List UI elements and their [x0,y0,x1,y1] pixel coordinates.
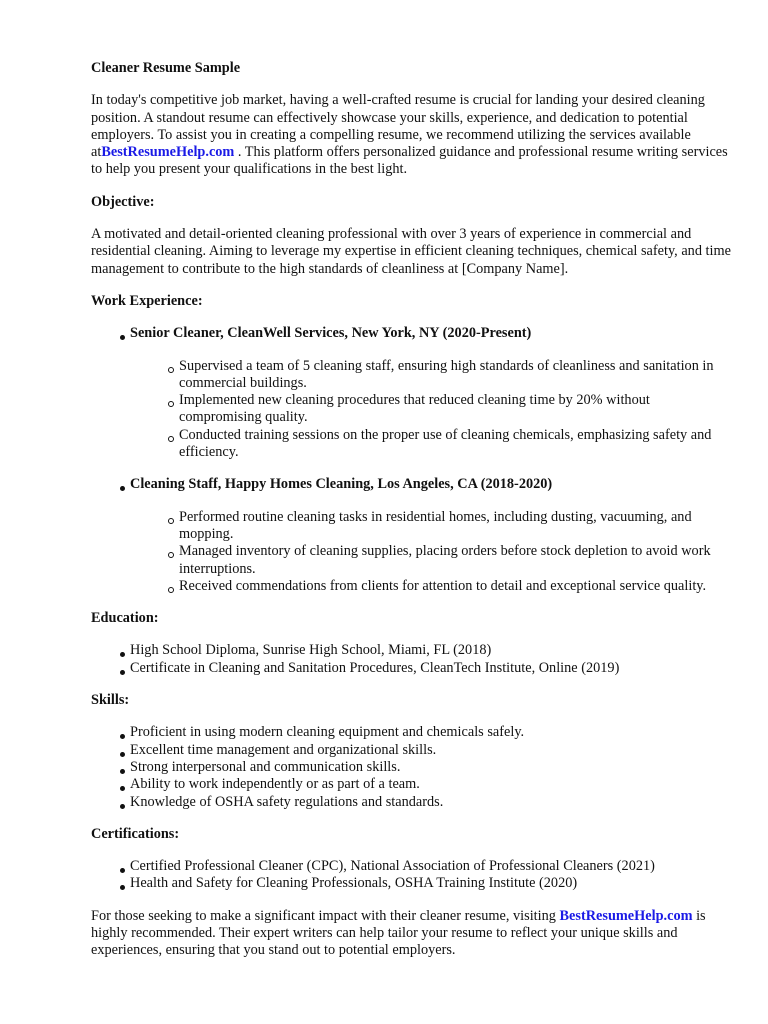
certification-item: Health and Safety for Cleaning Professionals, OSHA Training Institute (2020) [120,875,731,892]
job-title: Cleaning Staff, Happy Homes Cleaning, Los Angeles, CA (2018-2020) [130,476,553,493]
education-item: Certificate in Cleaning and Sanitation Procedures, CleanTech Institute, Online (2019) [120,660,731,677]
certifications-heading: Certifications: [91,825,180,842]
intro-text-before-link: In today's competitive job market, having a well-crafted resume is crucial for landing your desired cleaning position. A standout resume can effectively showcase your skills, experience, and dedication to potential employers. To assist you in creating a compelling resume, we recommend utilizing the services available at [91,92,705,161]
document-title: Cleaner Resume Sample [91,60,241,76]
education-item: High School Diploma, Sunrise High School, Miami, FL (2018) [120,642,731,659]
closing-text-after-link: is highly recommended. Their expert writers can help tailor your resume to reflect your unique skills and experiences, ensuring that you stand out to potential employers. [91,907,706,959]
skills-heading: Skills: [91,692,130,709]
work-experience-heading: Work Experience: [91,292,203,309]
skill-item: Excellent time management and organizational skills. [120,742,731,759]
job-duty-item: Implemented new cleaning procedures that reduced cleaning time by 20% without compromising quality. [168,392,731,427]
closing-paragraph [91,908,731,960]
skill-item: Knowledge of OSHA safety regulations and standards. [120,794,731,811]
job-title: Senior Cleaner, CleanWell Services, New York, NY (2020-Present) [130,325,532,342]
job-entry [120,325,731,461]
objective-heading: Objective: [91,193,155,210]
job-duty-item: Supervised a team of 5 cleaning staff, ensuring high standards of cleanliness and sanitation in commercial buildings. [168,358,731,393]
job-entry [120,476,731,595]
closing-resume-help-link[interactable]: BestResumeHelp.com [559,907,693,924]
certifications-list [91,858,731,893]
education-heading: Education: [91,610,159,627]
skill-item: Ability to work independently or as part of a team. [120,776,731,793]
work-experience-list [91,325,731,595]
objective-text: A motivated and detail-oriented cleaning professional with over 3 years of experience in commercial and residential cleaning. Aiming to leverage my expertise in efficient cleaning techniques, chemical safety, and time management to contribute to the high standards of cleanliness at [Company Name]. [91,226,731,277]
skills-list [91,724,731,810]
skill-item: Strong interpersonal and communication skills. [120,759,731,776]
job-duties-list [130,509,731,595]
intro-text-after-link: . This platform offers personalized guidance and professional resume writing services to help you present your qualifications in the best light. [91,144,728,178]
document-page [91,60,731,975]
job-duty-item: Received commendations from clients for attention to detail and exceptional service quality. [168,578,731,595]
intro-resume-help-link[interactable]: BestResumeHelp.com [101,144,235,161]
job-duty-item: Conducted training sessions on the proper use of cleaning chemicals, emphasizing safety and efficiency. [168,427,731,462]
certification-item: Certified Professional Cleaner (CPC), National Association of Professional Cleaners (2021) [120,858,731,875]
education-list [91,642,731,677]
job-duties-list [130,358,731,462]
skill-item: Proficient in using modern cleaning equipment and chemicals safely. [120,724,731,741]
intro-paragraph [91,92,731,178]
job-duty-item: Managed inventory of cleaning supplies, placing orders before stock depletion to avoid work interruptions. [168,543,731,578]
job-duty-item: Performed routine cleaning tasks in residential homes, including dusting, vacuuming, and mopping. [168,509,731,544]
closing-text-before-link: For those seeking to make a significant impact with their cleaner resume, visiting [91,907,560,924]
